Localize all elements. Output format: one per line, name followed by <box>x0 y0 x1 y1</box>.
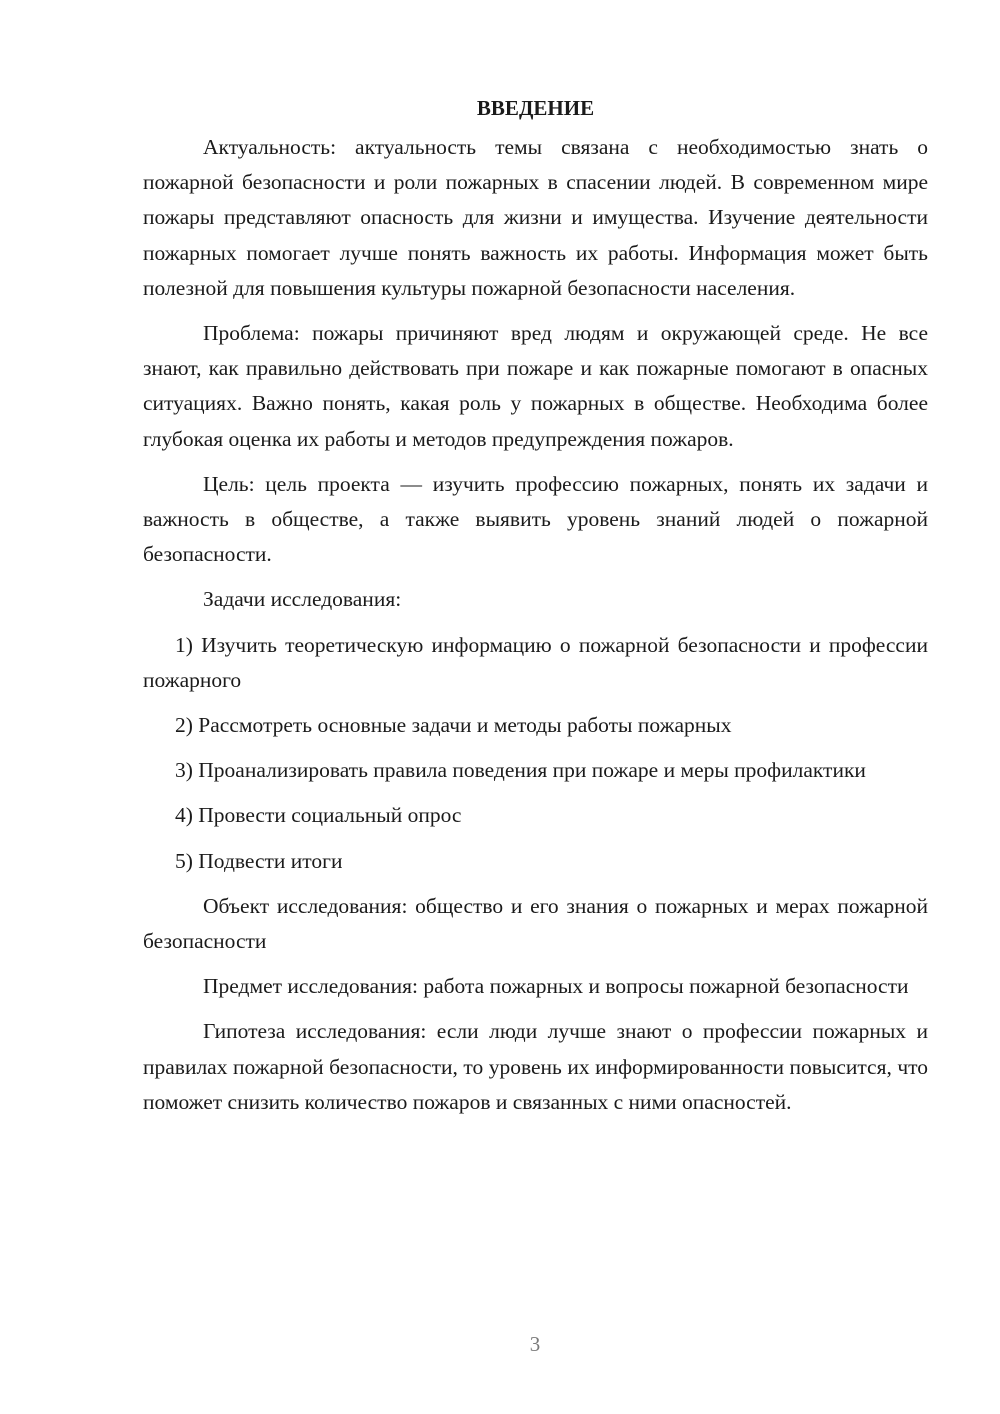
tasks-heading: Задачи исследования: <box>203 587 402 612</box>
page-title: ВВЕДЕНИЕ <box>476 96 595 120</box>
paragraph-goal: Цель: цель проекта — изучить профессию пожарных, понять их задачи и важность в обществе, а также выявить уровень знаний людей о пожарной безопасности. <box>143 471 928 567</box>
paragraph-problem: Проблема: пожары причиняют вред людям и окружающей среде. Не все знают, как правильно действовать при пожаре и как пожарные помогают в опасных ситуациях. Важно понять, какая роль у пожарных в обществе. Необходима более глубокая оценка их работы и методов предупреждения пожаров. <box>143 321 928 451</box>
paragraph-subject: Предмет исследования: работа пожарных и вопросы пожарной безопасности <box>203 974 909 999</box>
task-item-3: 3) Проанализировать правила поведения при пожаре и меры профилактики <box>175 758 866 783</box>
task-item-2: 2) Рассмотреть основные задачи и методы работы пожарных <box>175 713 732 738</box>
paragraph-relevance: Актуальность: актуальность темы связана с необходимостью знать о пожарной безопасности и роли пожарных в спасении людей. В современном мире пожары представляют опасность для жизни и имущества. Изучение деятельности пожарных помогает лучше понять важность их работы. Информация может быть полезной для повышения культуры пожарной безопасности населения. <box>143 135 928 300</box>
document-page <box>143 90 928 1130</box>
paragraph-hypothesis: Гипотеза исследования: если люди лучше знают о профессии пожарных и правилах пожарной безопасности, то уровень их информированности повысится, что поможет снизить количество пожаров и связанных с ними опасностей. <box>143 1019 928 1114</box>
task-item-1: 1) Изучить теоретическую информацию о пожарной безопасности и профессии пожарного <box>143 632 928 692</box>
task-item-5: 5) Подвести итоги <box>175 848 343 873</box>
task-item-4: 4) Провести социальный опрос <box>175 803 462 828</box>
paragraph-object: Объект исследования: общество и его знания о пожарных и мерах пожарной безопасности <box>143 893 928 954</box>
page-number: 3 <box>529 1332 541 1356</box>
